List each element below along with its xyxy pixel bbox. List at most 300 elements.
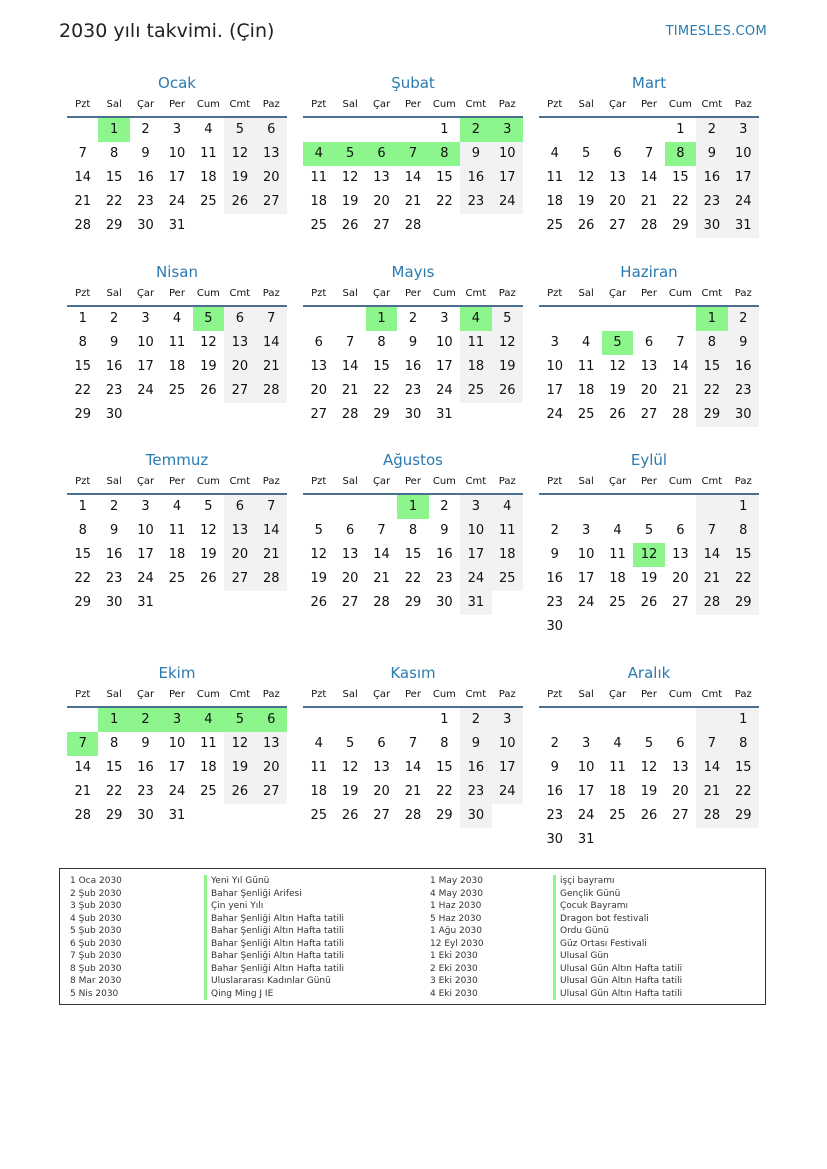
day-cell: 25 [609,595,626,610]
day-cell: 9 [550,547,559,562]
day-cell: 5 [224,118,255,142]
legend-holiday-name: Ordu Günü [553,925,682,938]
weekday-label: Sal [106,99,122,110]
day-cell: 30 [137,218,154,233]
day-cell: 24 [137,571,154,586]
day-cell: 1 [78,311,87,326]
day-grid [67,708,287,828]
day-cell: 11 [200,146,217,161]
legend-holiday-name: Çocuk Bayramı [553,900,682,913]
day-cell: 13 [256,732,287,756]
day-cell: 16 [460,166,491,190]
day-cell: 19 [200,547,217,562]
day-cell: 24 [577,595,595,610]
day-cell: 27 [373,808,390,823]
empty-day-cell [366,708,397,732]
day-cell: 9 [460,142,491,166]
day-cell: 24 [492,190,523,214]
day-cell: 21 [341,383,359,398]
weekday-label: Paz [734,476,752,487]
day-cell: 24 [728,190,759,214]
day-cell: 20 [373,194,390,209]
legend-holiday-name: Qing Ming J IE [204,988,344,1001]
day-cell: 5 [492,307,523,331]
month-block [303,662,523,828]
day-cell: 22 [74,571,91,586]
day-cell: 26 [200,383,217,398]
day-cell: 26 [200,571,217,586]
month-name: Temmuz [145,451,209,469]
day-cell: 30 [696,214,727,238]
legend-date: 4 May 2030 [430,888,483,899]
day-cell: 15 [672,170,689,185]
day-cell: 10 [546,359,563,374]
day-cell: 21 [74,784,91,799]
weekday-label: Per [169,99,185,110]
day-cell: 6 [676,736,685,751]
weekday-label: Çar [372,99,391,110]
day-cell: 23 [460,780,491,804]
day-cell: 24 [436,383,453,398]
empty-day-cell [303,118,334,142]
weekday-label: Sal [342,689,358,700]
weekday-header [303,473,523,495]
day-cell: 9 [109,335,119,350]
legend-date: 2 Şub 2030 [70,888,122,899]
holiday-day-cell: 2 [460,118,491,142]
day-grid [303,708,523,828]
holiday-day-cell: 2 [130,708,161,732]
day-cell: 22 [672,194,689,209]
day-grid [67,307,287,427]
holiday-day-cell: 1 [397,495,428,519]
legend-date: 8 Mar 2030 [70,976,122,986]
day-grid [539,495,759,639]
legend-holiday-name: Uluslararası Kadınlar Günü [204,975,344,988]
day-cell: 28 [404,218,422,233]
day-cell: 23 [460,190,491,214]
day-cell: 24 [460,567,491,591]
weekday-label: Çar [608,99,627,110]
day-cell: 21 [373,571,390,586]
weekday-label: Çar [136,476,155,487]
day-cell: 11 [609,760,626,775]
day-cell: 25 [577,407,595,422]
day-cell: 12 [224,732,255,756]
day-cell: 16 [460,756,491,780]
day-cell: 20 [310,383,327,398]
day-cell: 8 [440,736,449,751]
day-cell: 10 [137,335,154,350]
day-cell: 16 [728,355,759,379]
day-cell: 31 [168,808,186,823]
day-cell: 8 [728,519,759,543]
day-cell: 21 [696,780,727,804]
month-block [303,72,523,238]
day-cell: 12 [224,142,255,166]
day-cell: 28 [373,595,390,610]
weekday-label: Paz [734,288,752,299]
day-cell: 26 [310,595,327,610]
holiday-day-cell: 1 [696,307,727,331]
day-cell: 11 [168,523,186,538]
weekday-label: Sal [342,476,358,487]
day-cell: 13 [672,760,689,775]
day-cell: 29 [105,218,123,233]
day-cell: 20 [256,756,287,780]
day-cell: 19 [200,359,217,374]
day-cell: 28 [696,804,727,828]
day-cell: 29 [74,595,91,610]
weekday-label: Çar [608,476,627,487]
empty-day-cell [539,307,570,331]
day-cell: 23 [728,379,759,403]
month-block [67,449,287,615]
weekday-label: Cum [196,99,220,110]
day-cell: 23 [546,595,563,610]
day-cell: 12 [310,547,327,562]
day-cell: 14 [696,756,727,780]
day-cell: 8 [109,146,119,161]
day-cell: 12 [341,170,359,185]
day-cell: 14 [696,543,727,567]
day-cell: 15 [74,359,91,374]
weekday-label: Cmt [465,288,487,299]
day-cell: 12 [609,359,626,374]
day-cell: 30 [546,619,563,634]
day-cell: 19 [492,355,523,379]
weekday-label: Çar [372,288,391,299]
day-cell: 10 [436,335,453,350]
day-cell: 17 [492,166,523,190]
day-cell: 15 [74,547,91,562]
day-cell: 23 [105,383,123,398]
weekday-label: Sal [578,476,594,487]
day-cell: 27 [310,407,327,422]
legend-holiday-name: Ulusal Gün Altın Hafta tatili [553,988,682,1001]
day-cell: 14 [672,359,689,374]
day-grid [67,118,287,238]
day-cell: 25 [460,379,491,403]
empty-day-cell [665,495,696,519]
empty-day-cell [303,307,334,331]
day-cell: 26 [640,595,658,610]
month-name: Haziran [620,263,678,281]
day-cell: 10 [137,523,154,538]
day-cell: 18 [609,571,626,586]
day-cell: 9 [550,760,559,775]
holiday-day-cell: 5 [334,142,365,166]
weekday-label: Çar [372,689,391,700]
day-cell: 11 [492,519,523,543]
weekday-label: Per [169,689,185,700]
legend-holiday-name: Bahar Şenliği Altın Hafta tatili [204,950,344,963]
day-cell: 27 [341,595,359,610]
day-cell: 16 [404,359,422,374]
day-cell: 4 [204,122,213,137]
day-cell: 25 [310,218,327,233]
day-cell: 6 [644,335,654,350]
legend-holiday-name: Dragon bot festivali [553,913,682,926]
day-cell: 24 [492,780,523,804]
month-name: Ocak [158,74,196,92]
day-cell: 2 [109,499,119,514]
day-cell: 29 [436,808,453,823]
day-cell: 3 [492,708,523,732]
weekday-label: Cmt [229,99,251,110]
day-cell: 10 [460,519,491,543]
day-cell: 4 [172,499,182,514]
day-cell: 17 [137,359,154,374]
day-cell: 2 [440,499,449,514]
month-block [539,449,759,639]
day-cell: 13 [256,142,287,166]
weekday-label: Per [641,99,657,110]
day-cell: 25 [492,567,523,591]
day-cell: 5 [345,736,355,751]
day-cell: 3 [141,311,150,326]
legend-holiday-name: Bahar Şenliği Altın Hafta tatili [204,913,344,926]
day-cell: 10 [492,732,523,756]
day-cell: 28 [640,218,658,233]
day-cell: 13 [640,359,658,374]
holiday-day-cell: 4 [303,142,334,166]
holiday-legend [59,868,766,1005]
day-cell: 9 [460,732,491,756]
empty-day-cell [665,708,696,732]
month-name: Mart [631,74,667,92]
weekday-header [67,96,287,118]
weekday-label: Cmt [465,689,487,700]
legend-holiday-name: Bahar Şenliği Altın Hafta tatili [204,925,344,938]
weekday-label: Cmt [229,288,251,299]
day-cell: 18 [168,359,186,374]
brand-link[interactable]: TIMESLES.COM [665,24,767,39]
empty-day-cell [633,307,664,331]
day-cell: 26 [341,808,359,823]
day-cell: 23 [696,190,727,214]
empty-day-cell [570,307,601,331]
day-cell: 14 [373,547,390,562]
weekday-label: Pzt [311,689,327,700]
empty-day-cell [397,708,428,732]
empty-day-cell [665,307,696,331]
day-cell: 15 [696,355,727,379]
day-cell: 30 [460,804,491,828]
day-cell: 16 [105,547,123,562]
day-cell: 17 [137,547,154,562]
legend-date: 5 Nis 2030 [70,988,119,999]
weekday-header [67,285,287,307]
weekday-label: Cum [668,99,692,110]
day-cell: 23 [546,808,563,823]
day-cell: 19 [224,756,255,780]
day-cell: 28 [404,808,422,823]
day-cell: 21 [256,543,287,567]
empty-day-cell [303,708,334,732]
day-cell: 27 [256,780,287,804]
day-cell: 6 [256,118,287,142]
day-cell: 9 [109,523,119,538]
weekday-label: Sal [106,476,122,487]
holiday-day-cell: 7 [67,732,98,756]
weekday-label: Paz [262,689,280,700]
day-cell: 13 [341,547,359,562]
day-cell: 26 [640,808,658,823]
legend-holiday-name: Ulusal Gün [553,950,682,963]
weekday-label: Çar [608,288,627,299]
day-cell: 16 [137,760,154,775]
day-cell: 29 [696,403,727,427]
day-cell: 28 [74,218,91,233]
weekday-label: Cum [196,476,220,487]
weekday-label: Per [405,288,421,299]
day-grid [539,118,759,238]
day-cell: 9 [440,523,449,538]
day-cell: 31 [728,214,759,238]
empty-day-cell [67,708,98,732]
weekday-label: Sal [342,288,358,299]
month-block [539,261,759,427]
legend-dates-right [430,875,484,1000]
legend-date: 2 Eki 2030 [430,963,478,974]
day-cell: 2 [408,311,418,326]
day-cell: 22 [404,571,422,586]
day-cell: 29 [105,808,123,823]
weekday-label: Cum [668,288,692,299]
day-cell: 7 [256,495,287,519]
day-cell: 17 [728,166,759,190]
day-cell: 6 [224,307,255,331]
day-cell: 17 [168,760,186,775]
day-cell: 1 [676,122,685,137]
day-cell: 13 [224,519,255,543]
day-cell: 14 [404,170,422,185]
day-cell: 28 [672,407,689,422]
day-cell: 19 [640,784,658,799]
day-cell: 16 [436,547,453,562]
weekday-label: Per [641,689,657,700]
holiday-day-cell: 7 [397,142,428,166]
month-name: Ekim [158,664,196,682]
day-cell: 30 [728,403,759,427]
weekday-label: Pzt [311,99,327,110]
weekday-label: Paz [498,689,516,700]
day-cell: 10 [168,736,186,751]
day-cell: 13 [609,170,626,185]
weekday-label: Cmt [229,689,251,700]
holiday-day-cell: 5 [602,331,633,355]
day-cell: 18 [577,383,595,398]
month-name: Şubat [391,74,435,92]
legend-date: 1 Eki 2030 [430,951,478,961]
day-cell: 21 [74,194,91,209]
day-cell: 28 [256,379,287,403]
day-cell: 2 [728,307,759,331]
day-cell: 8 [728,732,759,756]
weekday-label: Per [641,476,657,487]
day-cell: 24 [577,808,595,823]
day-cell: 15 [436,760,453,775]
weekday-label: Cum [432,476,456,487]
day-cell: 15 [105,170,123,185]
weekday-label: Cum [668,689,692,700]
day-cell: 20 [341,571,359,586]
day-cell: 7 [345,335,355,350]
weekday-label: Cum [432,689,456,700]
day-cell: 11 [460,331,491,355]
day-cell: 21 [672,383,689,398]
holiday-day-cell: 8 [429,142,460,166]
day-cell: 22 [373,383,390,398]
day-cell: 21 [256,355,287,379]
day-cell: 5 [644,523,654,538]
weekday-header [539,96,759,118]
day-cell: 7 [676,335,685,350]
day-cell: 6 [345,523,355,538]
day-cell: 24 [168,194,186,209]
legend-holiday-name: Ulusal Gün Altın Hafta tatili [553,963,682,976]
day-cell: 24 [546,407,563,422]
day-cell: 3 [440,311,449,326]
day-cell: 11 [546,170,563,185]
day-cell: 28 [341,407,359,422]
holiday-day-cell: 1 [98,708,129,732]
day-cell: 27 [672,595,689,610]
empty-day-cell [696,495,727,519]
day-cell: 4 [613,523,622,538]
day-cell: 4 [550,146,559,161]
day-cell: 10 [728,142,759,166]
weekday-label: Pzt [311,476,327,487]
day-cell: 23 [137,784,154,799]
day-cell: 20 [373,784,390,799]
day-cell: 8 [408,523,418,538]
weekday-label: Çar [608,689,627,700]
day-cell: 9 [141,146,150,161]
day-cell: 29 [404,595,422,610]
month-block [303,449,523,615]
day-cell: 6 [676,523,685,538]
weekday-label: Sal [342,99,358,110]
empty-day-cell [397,118,428,142]
weekday-header [539,285,759,307]
day-cell: 26 [492,379,523,403]
day-cell: 14 [640,170,658,185]
legend-holiday-name: Ulusal Gün Altın Hafta tatili [553,975,682,988]
empty-day-cell [602,307,633,331]
day-cell: 6 [314,335,323,350]
day-cell: 8 [109,736,119,751]
holiday-day-cell: 12 [633,543,664,567]
day-cell: 1 [440,712,449,727]
weekday-header [303,686,523,708]
day-grid [303,307,523,427]
weekday-label: Per [169,476,185,487]
day-cell: 3 [728,118,759,142]
month-name: Kasım [390,664,436,682]
legend-date: 12 Eyl 2030 [430,938,484,949]
day-cell: 10 [492,142,523,166]
day-cell: 25 [609,808,626,823]
weekday-label: Paz [498,476,516,487]
day-cell: 11 [609,547,626,562]
day-cell: 6 [613,146,622,161]
holiday-day-cell: 8 [665,142,696,166]
day-cell: 9 [141,736,150,751]
holiday-day-cell: 1 [366,307,397,331]
day-cell: 1 [440,122,449,137]
